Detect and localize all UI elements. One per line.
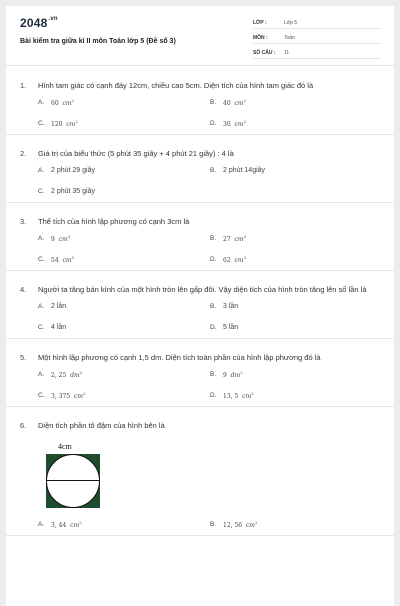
answer-option[interactable] (38, 113, 210, 134)
circle-diameter (46, 480, 100, 481)
option-letter: C. (38, 188, 45, 195)
option-exponent: 2 (251, 391, 254, 396)
option-number: 120 (51, 121, 63, 128)
answer-option[interactable] (210, 160, 382, 181)
option-value: 4 lần (51, 324, 67, 331)
question-number: 3. (20, 217, 27, 226)
exam-header (6, 6, 394, 66)
option-value (223, 98, 246, 107)
option-exponent: 3 (71, 255, 75, 260)
option-letter: A. (38, 167, 45, 174)
option-value (51, 370, 82, 379)
option-number: 40 (223, 100, 231, 107)
meta-row-grade (253, 17, 381, 29)
option-unit: cm (73, 393, 83, 400)
option-letter: D. (210, 392, 217, 399)
option-letter: C. (38, 256, 45, 263)
option-number: 3, 375 (51, 393, 71, 400)
option-value (223, 370, 243, 379)
option-value (223, 391, 254, 400)
answer-options (20, 228, 384, 270)
question-text-row (20, 80, 384, 92)
answer-option[interactable] (210, 385, 382, 406)
option-exponent: 3 (243, 234, 247, 239)
question-text: Thể tích của hình lập phương có cạnh 3cm là (38, 217, 190, 226)
question-text-row (20, 352, 384, 364)
option-value (51, 98, 74, 107)
option-letter: B. (210, 167, 217, 174)
option-letter: C. (38, 324, 45, 331)
question-block (6, 407, 394, 536)
question-list (6, 67, 394, 536)
answer-option[interactable] (38, 317, 210, 338)
answer-option[interactable] (38, 385, 210, 406)
inscribed-circle (46, 454, 100, 508)
option-letter: B. (210, 521, 217, 528)
site-logo[interactable]: $2048^{.vn}$ (20, 16, 58, 30)
option-value (51, 255, 74, 264)
option-letter: B. (210, 371, 217, 378)
option-exponent: 2 (240, 370, 243, 375)
option-unit: cm (66, 121, 76, 128)
option-unit: dm (70, 372, 80, 379)
question-block (6, 271, 394, 339)
option-number: 60 (51, 100, 59, 107)
option-number: 12, 56 (223, 522, 243, 529)
meta-label: MÔN : (253, 34, 268, 41)
question-number: 2. (20, 149, 27, 158)
option-letter: A. (38, 99, 45, 106)
meta-row-subject (253, 32, 381, 44)
option-letter: D. (210, 256, 217, 263)
option-unit: cm (62, 100, 72, 107)
option-exponent: 3 (67, 234, 71, 239)
question-text-row (20, 284, 384, 296)
answer-option[interactable] (210, 514, 382, 535)
meta-value: Toán (284, 34, 295, 41)
option-unit: cm (58, 236, 68, 243)
option-letter: A. (38, 303, 45, 310)
option-letter: D. (210, 324, 217, 331)
meta-value: 11 (284, 49, 290, 56)
option-letter: C. (38, 120, 45, 127)
question-number: 4. (20, 285, 27, 294)
option-value: 2 lần (51, 303, 67, 310)
answer-option[interactable] (210, 296, 382, 317)
option-unit: cm (234, 121, 244, 128)
option-value (51, 234, 70, 243)
answer-options (20, 160, 384, 202)
answer-option[interactable] (38, 249, 210, 270)
meta-label: SỐ CÂU : (253, 49, 276, 56)
question-number: 1. (20, 81, 27, 90)
answer-option[interactable] (210, 113, 382, 134)
option-value (223, 119, 246, 128)
option-exponent: 2 (243, 98, 247, 103)
option-number: 13, 5 (223, 393, 239, 400)
option-number: 30 (223, 121, 231, 128)
option-value (223, 520, 258, 529)
answer-option[interactable] (210, 92, 382, 113)
option-number: 54 (51, 257, 59, 264)
answer-option[interactable] (210, 364, 382, 385)
question-figure (38, 442, 108, 514)
option-number: 27 (223, 236, 231, 243)
meta-row-count (253, 47, 381, 59)
option-letter: A. (38, 371, 45, 378)
option-exponent: 3 (243, 255, 247, 260)
option-number: 3, 44 (51, 522, 67, 529)
option-value: 2 phút 14giây (223, 167, 266, 174)
question-number: 6. (20, 421, 27, 430)
option-unit: cm (234, 257, 244, 264)
shaded-square (46, 454, 100, 508)
option-letter: D. (210, 120, 217, 127)
answer-option[interactable] (38, 296, 210, 317)
option-letter: B. (210, 303, 217, 310)
question-text: Diện tích phần tô đậm của hình bên là (38, 421, 165, 430)
option-unit: cm (234, 236, 244, 243)
question-text: Một hình lập phương có cạnh 1,5 dm. Diện tích toàn phần của hình lập phương đó là (38, 353, 321, 362)
option-value (223, 255, 246, 264)
meta-label: LỚP : (253, 19, 267, 26)
option-value (51, 391, 86, 400)
question-text-row (20, 216, 384, 228)
option-unit: cm (245, 522, 255, 529)
figure-side-label: 4cm (58, 442, 72, 451)
question-text: Giá trị của biểu thức (5 phút 35 giây + 4 phút 21 giây) : 4 là (38, 149, 234, 158)
answer-option[interactable] (38, 92, 210, 113)
meta-value: Lớp 5 (284, 19, 298, 26)
question-block (6, 135, 394, 203)
option-value (223, 234, 246, 243)
exam-meta (253, 17, 381, 62)
answer-option[interactable] (38, 514, 210, 535)
option-unit: cm (234, 100, 244, 107)
answer-options (20, 364, 384, 406)
option-unit: cm (242, 393, 252, 400)
option-letter: A. (38, 521, 45, 528)
answer-options (20, 296, 384, 338)
option-letter: B. (210, 235, 217, 242)
option-exponent: 2 (82, 391, 86, 396)
option-letter: B. (210, 99, 217, 106)
option-number: 9 (223, 372, 227, 379)
option-number: 62 (223, 257, 231, 264)
question-block (6, 203, 394, 271)
answer-options (20, 514, 384, 535)
answer-options (20, 92, 384, 134)
option-unit: cm (62, 257, 72, 264)
option-exponent: 2 (79, 370, 83, 375)
question-block (6, 339, 394, 407)
option-value: 2 phút 29 giây (51, 167, 95, 174)
option-exponent: 2 (243, 119, 247, 124)
question-block (6, 67, 394, 135)
option-value: 5 lần (223, 324, 239, 331)
option-exponent: 2 (79, 520, 82, 525)
answer-option[interactable] (38, 364, 210, 385)
answer-option[interactable] (210, 249, 382, 270)
exam-page (6, 6, 394, 606)
option-value (51, 119, 78, 128)
answer-option[interactable] (38, 181, 210, 202)
option-exponent: 2 (75, 119, 78, 124)
option-letter: A. (38, 235, 45, 242)
question-text-row (20, 420, 384, 432)
answer-option[interactable] (38, 160, 210, 181)
answer-option[interactable] (210, 228, 382, 249)
option-unit: dm (230, 372, 241, 379)
question-text: Người ta tăng bán kính của một hình tròn lên gấp đôi. Vậy diện tích của hình tròn tăng lên số lần là (38, 285, 367, 294)
question-text-row (20, 148, 384, 160)
option-value: 2 phút 35 giây (51, 188, 95, 195)
exam-title: Bài kiểm tra giữa kì II môn Toán lớp 5 (Đề số 3) (20, 38, 176, 45)
question-number: 5. (20, 353, 27, 362)
answer-option[interactable] (38, 228, 210, 249)
answer-option[interactable] (210, 317, 382, 338)
option-number: 2, 25 (51, 372, 67, 379)
option-value: 3 lần (223, 303, 239, 310)
option-exponent: 2 (71, 98, 75, 103)
option-unit: cm (70, 522, 80, 529)
option-exponent: 2 (254, 520, 258, 525)
option-value (51, 520, 82, 529)
question-text: Hình tam giác có cạnh đáy 12cm, chiều cao 5cm. Diện tích của hình tam giác đó là (38, 81, 314, 90)
option-number: 9 (51, 236, 55, 243)
option-letter: C. (38, 392, 45, 399)
